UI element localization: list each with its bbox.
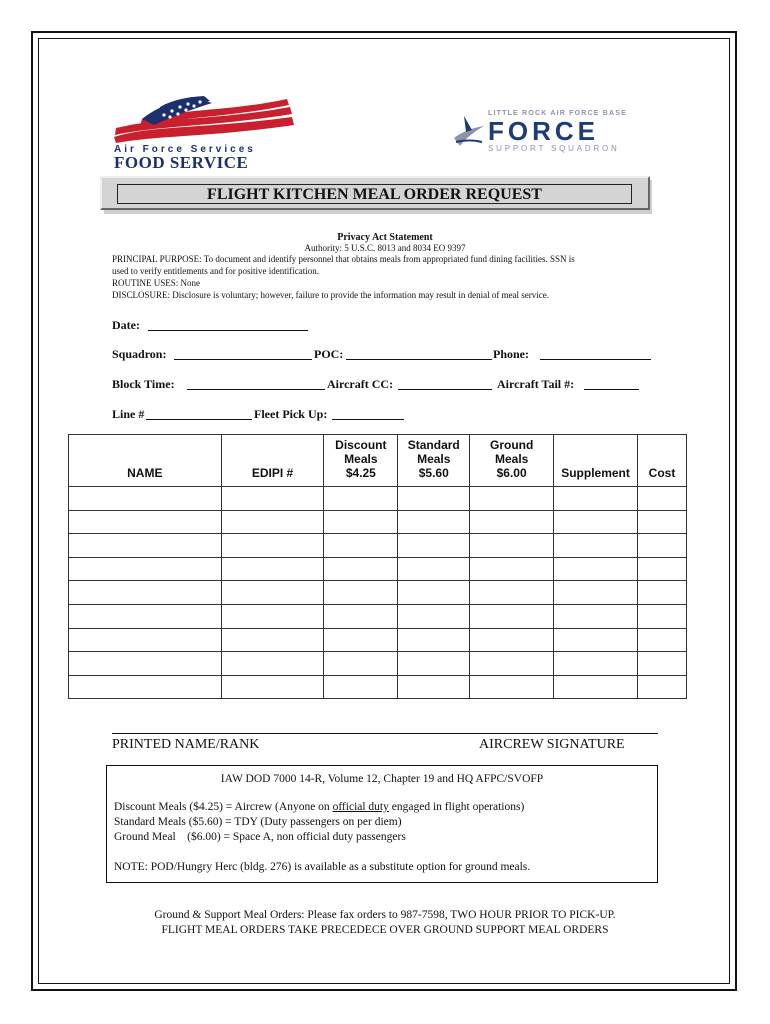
col-ground [470, 435, 554, 487]
table-cell[interactable] [470, 628, 554, 652]
flag-icon [112, 95, 297, 147]
table-cell[interactable] [69, 604, 222, 628]
line-field[interactable] [146, 419, 252, 420]
table-row [69, 487, 687, 511]
table-cell[interactable] [470, 510, 554, 534]
logo-force: FORCE [488, 116, 599, 146]
aircraft-tail-field[interactable] [584, 389, 639, 390]
phone-label: Phone: [493, 347, 529, 361]
table-cell[interactable] [324, 675, 398, 699]
table-cell[interactable] [398, 534, 470, 558]
aircraft-tail-label: Aircraft Tail #: [497, 377, 575, 391]
fax-instructions [80, 908, 690, 938]
table-cell[interactable] [398, 604, 470, 628]
pod-note: NOTE: POD/Hungry Herc (bldg. 276) is available as a substitute option for ground meals. [114, 861, 531, 873]
table-cell[interactable] [398, 510, 470, 534]
table-cell[interactable] [221, 675, 324, 699]
table-cell[interactable] [470, 675, 554, 699]
table-cell[interactable] [69, 557, 222, 581]
table-cell[interactable] [221, 581, 324, 605]
table-row [69, 534, 687, 558]
meal-rates-box [106, 765, 658, 883]
privacy-routine: ROUTINE USES: None [112, 278, 200, 288]
col-ground-l2: Meals [494, 452, 529, 466]
table-cell[interactable] [69, 534, 222, 558]
table-cell[interactable] [638, 557, 687, 581]
table-cell[interactable] [69, 628, 222, 652]
col-standard-l2: Meals [417, 452, 451, 466]
table-cell[interactable] [324, 652, 398, 676]
table-cell[interactable] [324, 534, 398, 558]
squadron-field[interactable] [174, 359, 312, 360]
discount-meals-note [114, 801, 524, 813]
table-cell[interactable] [638, 534, 687, 558]
table-cell[interactable] [398, 675, 470, 699]
table-cell[interactable] [324, 604, 398, 628]
food-service-logo [112, 95, 297, 170]
page-title: FLIGHT KITCHEN MEAL ORDER REQUEST [207, 186, 542, 203]
table-row [69, 628, 687, 652]
col-edipi: EDIPI # [221, 435, 324, 487]
privacy-disclosure: DISCLOSURE: Disclosure is voluntary; however, failure to provide the information may result in denial of meal service. [112, 290, 550, 300]
privacy-authority: Authority: 5 U.S.C. 8013 and 8034 EO 9397 [304, 243, 466, 253]
table-cell[interactable] [398, 628, 470, 652]
table-cell[interactable] [470, 557, 554, 581]
col-standard [398, 435, 470, 487]
table-cell[interactable] [221, 487, 324, 511]
logo-subtitle: Air Force Services [114, 144, 256, 155]
table-cell[interactable] [638, 581, 687, 605]
table-cell[interactable] [221, 534, 324, 558]
force-support-logo [452, 108, 652, 153]
table-cell[interactable] [554, 628, 638, 652]
col-standard-l1: Standard [407, 438, 460, 452]
table-cell[interactable] [69, 675, 222, 699]
logo-title: FOOD SERVICE [114, 153, 249, 172]
table-cell[interactable] [554, 487, 638, 511]
table-cell[interactable] [638, 510, 687, 534]
poc-label: POC: [314, 347, 344, 361]
table-cell[interactable] [221, 510, 324, 534]
regulation-reference: IAW DOD 7000 14-R, Volume 12, Chapter 19 and HQ AFPC/SVOFP [220, 773, 544, 785]
col-discount-l3: $4.25 [345, 466, 376, 480]
table-cell[interactable] [470, 652, 554, 676]
table-cell[interactable] [470, 604, 554, 628]
ground-meal-note: Ground Meal ($6.00) = Space A, non official duty passengers [114, 831, 406, 843]
table-cell[interactable] [398, 557, 470, 581]
table-cell[interactable] [554, 675, 638, 699]
footer-line-2: FLIGHT MEAL ORDERS TAKE PRECEDECE OVER GROUND SUPPORT MEAL ORDERS [161, 924, 609, 936]
table-cell[interactable] [69, 510, 222, 534]
footer-line-1: Ground & Support Meal Orders: Please fax orders to 987-7598, TWO HOUR PRIOR TO PICK-UP. [154, 909, 616, 921]
table-cell[interactable] [69, 487, 222, 511]
table-cell[interactable] [221, 604, 324, 628]
aircrew-signature-label: AIRCREW SIGNATURE [479, 737, 625, 752]
table-cell[interactable] [221, 557, 324, 581]
table-row [69, 652, 687, 676]
phone-field[interactable] [540, 359, 651, 360]
block-time-field[interactable] [187, 389, 325, 390]
table-cell[interactable] [554, 510, 638, 534]
table-cell[interactable] [69, 652, 222, 676]
table-cell[interactable] [324, 581, 398, 605]
table-cell[interactable] [398, 487, 470, 511]
table-cell[interactable] [638, 628, 687, 652]
col-discount-l1: Discount [335, 438, 387, 452]
table-row [69, 604, 687, 628]
table-body [69, 487, 687, 699]
table-cell[interactable] [470, 487, 554, 511]
table-cell[interactable] [554, 557, 638, 581]
discount-note-post: engaged in flight operations) [388, 801, 525, 813]
table-cell[interactable] [638, 487, 687, 511]
block-time-label: Block Time: [112, 377, 175, 391]
table-cell[interactable] [324, 557, 398, 581]
table-cell[interactable] [470, 534, 554, 558]
col-ground-l3: $6.00 [496, 466, 527, 480]
table-cell[interactable] [554, 604, 638, 628]
table-cell[interactable] [554, 581, 638, 605]
date-label: Date: [112, 318, 140, 332]
table-row [69, 510, 687, 534]
table-cell[interactable] [324, 628, 398, 652]
standard-meals-note: Standard Meals ($5.60) = TDY (Duty passengers on per diem) [114, 816, 402, 828]
col-discount-l2: Meals [344, 452, 378, 466]
table-cell[interactable] [221, 628, 324, 652]
col-cost: Cost [638, 435, 687, 487]
table-cell[interactable] [470, 581, 554, 605]
table-row [69, 581, 687, 605]
aircraft-cc-label: Aircraft CC: [327, 377, 394, 391]
fleet-pick-up-label: Fleet Pick Up: [254, 407, 328, 421]
col-supplement: Supplement [554, 435, 638, 487]
poc-field[interactable] [346, 359, 492, 360]
discount-note-pre: Discount Meals ($4.25) = Aircrew (Anyone on [114, 801, 333, 813]
logo-squadron: SUPPORT SQUADRON [488, 144, 620, 153]
jet-swoosh-icon [452, 112, 486, 152]
col-discount [324, 435, 398, 487]
fleet-pick-up-field[interactable] [332, 419, 404, 420]
table-cell[interactable] [324, 487, 398, 511]
privacy-purpose-2: used to verify entitlements and for positive identification. [112, 266, 319, 276]
signature-line[interactable] [112, 733, 658, 734]
table-row [69, 675, 687, 699]
privacy-heading: Privacy Act Statement [337, 232, 433, 243]
table-cell[interactable] [638, 675, 687, 699]
table-cell[interactable] [69, 581, 222, 605]
aircraft-cc-field[interactable] [398, 389, 492, 390]
col-ground-l1: Ground [489, 438, 534, 452]
table-cell[interactable] [638, 652, 687, 676]
table-cell[interactable] [221, 652, 324, 676]
date-field[interactable] [148, 330, 308, 331]
title-inner-box [117, 184, 632, 204]
squadron-label: Squadron: [112, 347, 167, 361]
line-label: Line # [112, 407, 145, 421]
title-banner [100, 176, 650, 210]
printed-name-label: PRINTED NAME/RANK [112, 737, 260, 752]
col-name: NAME [69, 435, 222, 487]
table-cell[interactable] [554, 652, 638, 676]
table-header-row [69, 435, 687, 487]
meal-order-table [68, 434, 687, 699]
table-row [69, 557, 687, 581]
table-cell[interactable] [398, 581, 470, 605]
logo-base-name: LITTLE ROCK AIR FORCE BASE [488, 110, 628, 117]
table-cell[interactable] [324, 510, 398, 534]
col-standard-l3: $5.60 [418, 466, 449, 480]
table-cell[interactable] [554, 534, 638, 558]
table-cell[interactable] [398, 652, 470, 676]
privacy-purpose-1: PRINCIPAL PURPOSE: To document and identify personnel that obtains meals from appropriated fund dining facilities. SSN is [112, 254, 575, 264]
table-cell[interactable] [638, 604, 687, 628]
discount-note-underlined: official duty [332, 801, 389, 813]
